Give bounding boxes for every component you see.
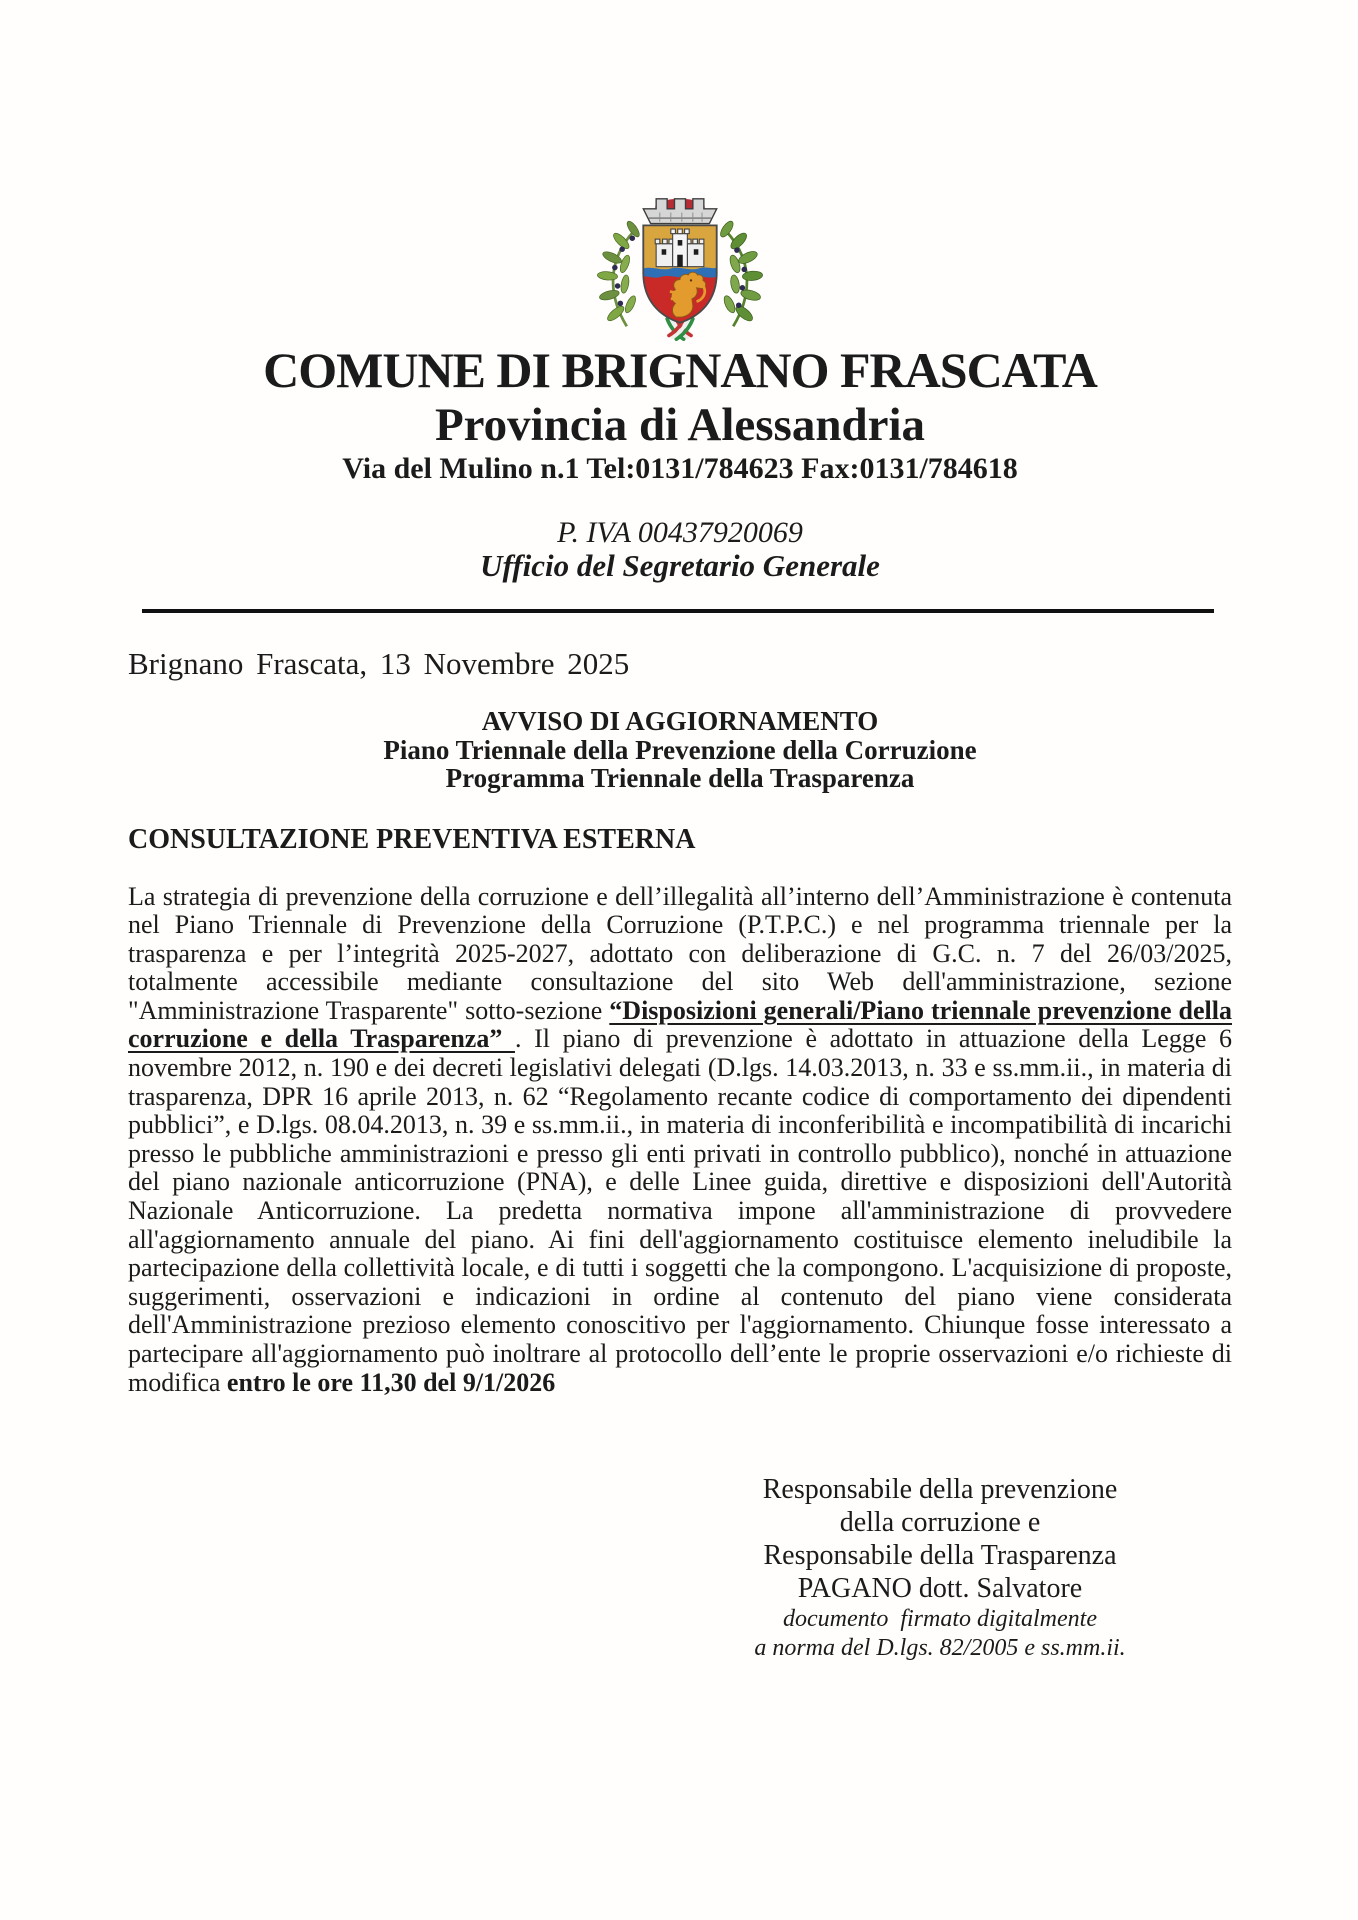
body-text-part1: La strategia di prevenzione della corruzione e dell’illegalità all’interno dell’Amministrazione è contenuta nel Piano Triennale di Prevenzione della Corruzione (P.T.P.C.) e nel programma triennale per la trasparenza e per l’integrità 2025-2027, adottato con deliberazione di G.C. n. 7 del 26/03/2025, totalmente accessibile mediante consultazione del sito Web dell'amministrazione, sezione "Amministrazione Trasparente" sotto-sezione	[128, 881, 1232, 1025]
transparency-section-reference: “Disposizioni generali/Piano triennale prevenzione della corruzione e della Trasparenza”	[128, 995, 1232, 1054]
address-line: Via del Mulino n.1 Tel:0131/784623 Fax:0131/784618	[342, 452, 1018, 485]
section-heading: CONSULTAZIONE PREVENTIVA ESTERNA	[128, 823, 696, 855]
notice-subtitle-2: Programma Triennale della Trasparenza	[445, 763, 915, 793]
notice-subtitle-1: Piano Triennale della Prevenzione della Corruzione	[383, 734, 977, 765]
signer-name: PAGANO dott. Salvatore	[797, 1573, 1083, 1605]
notice-heading	[128, 707, 1232, 793]
office-name: Ufficio del Segretario Generale	[480, 548, 880, 583]
date-line: Brignano Frascata, 13 Novembre 2025	[128, 646, 630, 681]
signature-role-line-2: della corruzione e	[839, 1507, 1041, 1539]
deadline-text: entro le ore 11,30 del 9/1/2026	[226, 1367, 556, 1397]
shield-icon	[643, 225, 716, 322]
notice-title: AVVISO DI AGGIORNAMENTO	[481, 706, 879, 736]
signature-block	[640, 1473, 1240, 1663]
body-paragraph	[128, 883, 1232, 1398]
digital-signature-note-2: a norma del D.lgs. 82/2005 e ss.mm.ii.	[754, 1635, 1126, 1662]
digital-signature-note-1: documento firmato digitalmente	[783, 1606, 1097, 1633]
olive-branch-icon	[597, 219, 641, 326]
oak-branch-icon	[718, 219, 763, 326]
province-name: Provincia di Alessandria	[434, 399, 926, 451]
signature-role-line-3: Responsabile della Trasparenza	[763, 1540, 1117, 1572]
municipal-coat-of-arms	[588, 185, 772, 341]
signature-role-line-1: Responsabile della prevenzione	[762, 1474, 1118, 1506]
body-text-part2: . Il piano di prevenzione è adottato in attuazione della Legge 6 novembre 2012, n. 190 e dei decreti legislativi delegati (D.lgs. 14.03.2013, n. 33 e ss.mm.ii., in materia di trasparenza, DPR 16 aprile 2013, n. 62 “Regolamento recante codice di comportamento dei dipendenti pubblici”, e D.lgs. 08.04.2013, n. 39 e ss.mm.ii., in materia di inconferibilità e incompatibilità di incarichi presso le pubbliche amministrazioni e presso gli enti privati in controllo pubblico), nonché in attuazione del piano nazionale anticorruzione (PNA), e delle Linee guida, direttive e disposizioni dell'Autorità Nazionale Anticorruzione. La predetta normativa impone all'amministrazione di provvedere all'aggiornamento annuale del piano. Ai fini dell'aggiornamento costituisce elemento ineludibile la partecipazione della collettività locale, e di tutti i soggetti che la compongono. L'acquisizione di proposte, suggerimenti, osservazioni e indicazioni in ordine al contenuto del piano viene considerata dell'Amministrazione prezioso elemento conoscitivo per l'aggiornamento. Chiunque fosse interessato a partecipare all'aggiornamento può inoltrare al protocollo dell’ente le proprie osservazioni e/o richieste di modifica	[128, 1024, 1232, 1397]
vat-number: P. IVA 00437920069	[557, 516, 803, 549]
municipality-name: COMUNE DI BRIGNANO FRASCATA	[263, 342, 1097, 398]
mural-crown-icon	[643, 199, 716, 224]
header-divider	[142, 609, 1214, 613]
